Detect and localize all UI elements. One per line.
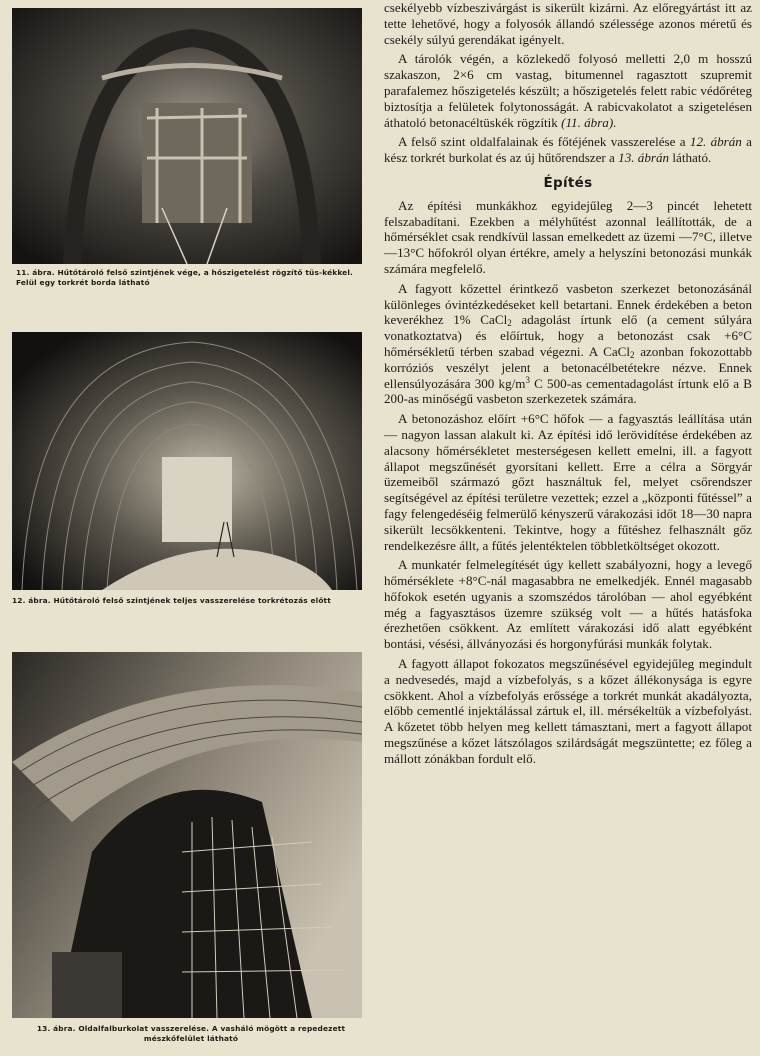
paragraph-text: A fagyott kőzettel érintkező vasbeton szerkezet betonozásánál különleges óvintézkedéseket kell betartani. Ennek érdekében a beton keverékhez 1% CaCl [384, 280, 752, 328]
figure-13-photo [12, 652, 362, 1018]
figure-12-caption: 12. ábra. Hűtőtároló felső szintjének teljes vasszerelése torkrétozás előtt [12, 596, 331, 605]
paragraph [384, 281, 752, 407]
figure-12 [8, 326, 366, 616]
paragraph-text: A felső szint oldalfalainak és főtéjének vasszerelése a [398, 134, 686, 150]
paragraph-text: azonban fokozottabb korróziós veszélyt jelent a betonacélbetétekre nézve. Ennek ellensúlyozására 300 kg/m [384, 343, 752, 391]
paragraph [384, 51, 752, 130]
figure-11-caption: 11. ábra. Hűtőtároló felső szintjének vége, a hőszigetelést rögzítő tüs-kékkel. Felül egy torkrét borda látható [16, 268, 353, 287]
paragraph: A munkatér felmelegítését úgy kellett szabályozni, hogy a levegő hőmérséklete +8°C-nál magasabbra ne emelkedjék. Ennél magasabb hőfokok esetén ugyanis a szomszédos tárolóban — ahol egyébként még a fagyasztásos üzemre szükség volt — a hűtés hatásfoka érezhetően csökkent. Az említett várakozási idő alatt egyébként bontási, vésési, állványozási és horgonyfúrási munkák folytak. [384, 557, 752, 652]
paragraph-text: C 500-as cementadagolást írtunk elő a B 200-as minőségű vasbeton szerkezetek számára. [384, 375, 752, 407]
paragraph-text: A tárolók végén, a közlekedő folyosó melletti 2,0 m hosszú szakaszon, 2×6 cm vastag, bitumennel ragasztott szupremit parafalemez hőszigetelés készült; a hőszigetelés felett rabic védőréteg biztosítja a felületek folytonosságát. A rabicvakolatot a szigetelésen áthatoló betonacéltüskék rögzítik [384, 51, 752, 130]
paragraph: A fagyott állapot fokozatos megszűnésével egyidejűleg megindult a nedvesedés, majd a vízbefolyás, s a kőzet állékonysága is egyre csökkent. Ahol a vízbefolyás erőssége a torkrét munkát akadályozta, előbb cementlé injektálással zártuk el, ill. mérsékeltük a vízbefolyást. A kőzetet több helyen meg kellett támasztani, mert a fagyott állapot megszűnése a kőzet látszólagos szilárdságát megszüntette; ez főleg a mállott zónákban fordult elő. [384, 656, 752, 766]
figure-13-caption: 13. ábra. Oldalfalburkolat vasszerelése. A vasháló mögött a repedezett mészkőfelület látható [36, 1024, 346, 1043]
subscript: 2 [630, 349, 635, 360]
paragraph: A betonozáshoz előírt +6°C hőfok — a fagyasztás leállítása után — nagyon lassan alakult ki. Az építési idő lerövidítése érdekében az alacsony hőmérsékletet mesterségesen kellett emelni, ill. a fagyott állapot megszűnését gyorsítani kellett. Erre a célra a Sörgyár üzemeiből származó gőzt használtuk fel, melyet csőrendszer segítségével az építési területre vezettek; ezzel a „központi fűtéssel” a fagy felengedéséig felmerülő kényszerű várakozási időt 18—30 napra sikerült lecsökkenteni. Tekintve, hogy a fűtéshez felhasznált gőz rendelkezésre állt, a fűtés jelentéktelen többletköltséget okozott. [384, 411, 752, 553]
paragraph-text: a kész torkrét burkolat és az új hűtőrendszer a [384, 134, 752, 166]
paragraph: Az építési munkákhoz egyidejűleg 2—3 pincét lehetett felszabadítani. Ezekben a mélyhűtést azonnal leállították, de a hőmérséklet csak rendkívül lassan emelkedett az üzemi —7°C, illetve —13°C hőfokról olyan értékre, amely a helyszíni betonozási munkák számára megfelelő. [384, 197, 752, 276]
figure-12-photo [12, 332, 362, 590]
figure-reference: 12. ábrán [689, 134, 742, 150]
paragraph-text: látható. [672, 150, 712, 166]
paragraph [384, 134, 752, 166]
figure-reference: 13. ábrán [618, 150, 670, 166]
figure-11 [8, 0, 366, 292]
superscript: 3 [525, 374, 530, 385]
figure-reference: (11. ábra). [561, 114, 617, 130]
figure-13 [8, 648, 366, 1048]
subscript: 2 [507, 318, 512, 329]
article-text-column [384, 0, 752, 771]
section-heading: Építés [543, 174, 593, 191]
paragraph: csekélyebb vízbeszivárgást is sikerült kizárni. Az előregyártást itt az tette lehetővé, hogy a folyosók állandó szélessége azonos méretű és csekély súlyú gerendákat igényelt. [384, 0, 752, 47]
paragraph-text: adagolást írtunk elő (a cement súlyára vonatkoztatva) és előírtuk, hogy a betonozást csak +6°C hőmérsékletű térben szabad végezni. A CaCl [384, 312, 752, 359]
figure-11-photo [12, 8, 362, 264]
